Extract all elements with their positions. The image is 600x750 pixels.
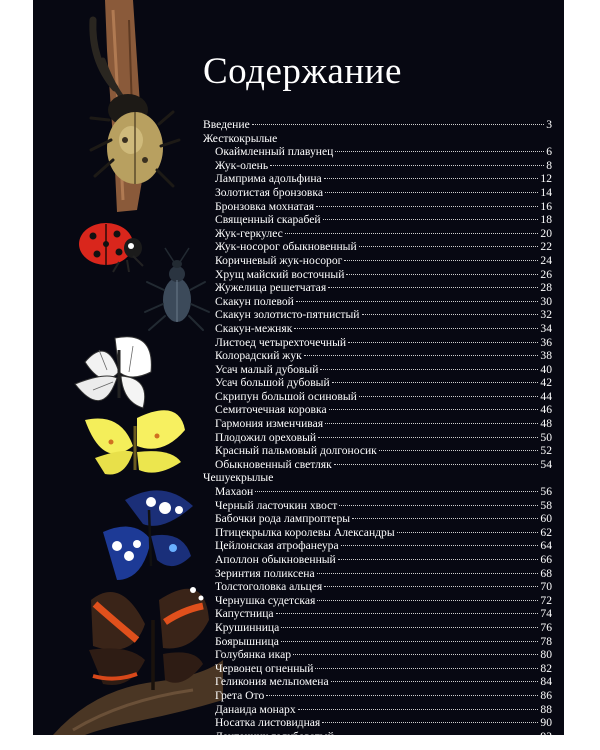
toc-entry[interactable] <box>203 390 552 404</box>
toc-page-number: 38 <box>540 349 552 363</box>
toc-leader-dots <box>317 573 539 574</box>
toc-leader-dots <box>332 382 539 383</box>
toc-entry[interactable] <box>203 417 552 431</box>
toc-page-number: 28 <box>540 281 552 295</box>
toc-page-number: 70 <box>540 580 552 594</box>
toc-entry[interactable] <box>203 539 552 553</box>
toc-page-number: 52 <box>540 444 552 458</box>
toc-entry-label: Бабочки рода лампроптеры <box>215 512 351 526</box>
toc-entry-label: Золотистая бронзовка <box>215 185 323 199</box>
toc-page-number: 6 <box>546 145 552 159</box>
toc-entry[interactable] <box>203 186 552 200</box>
toc-entry[interactable] <box>203 553 552 567</box>
toc-entry-label: Толстоголовка альцея <box>215 580 323 594</box>
toc-page-number: 44 <box>540 389 552 403</box>
toc-entry-label: Коричневый жук-носорог <box>215 253 343 267</box>
toc-page-number: 26 <box>540 267 552 281</box>
toc-leader-dots <box>298 709 539 710</box>
toc-entry[interactable] <box>203 227 552 241</box>
toc-entry-label: Птицекрылка королевы Александры <box>215 525 395 539</box>
toc-page-number: 12 <box>540 172 552 186</box>
toc-leader-dots <box>318 437 538 438</box>
toc-leader-dots <box>329 409 539 410</box>
toc-leader-dots <box>325 423 538 424</box>
toc-leader-dots <box>359 246 539 247</box>
toc-leader-dots <box>362 314 539 315</box>
toc-entry-label: Боярышница <box>215 634 279 648</box>
toc-entry-label: Введение <box>203 118 250 131</box>
toc-entry[interactable] <box>203 499 552 513</box>
toc-entry[interactable] <box>203 662 552 676</box>
toc-entry[interactable] <box>203 295 552 309</box>
toc-leader-dots <box>324 178 539 179</box>
toc-entry[interactable] <box>203 621 552 635</box>
toc-page-number: 58 <box>540 498 552 512</box>
toc-entry[interactable] <box>203 567 552 581</box>
toc-leader-dots <box>281 641 539 642</box>
toc-entry[interactable] <box>203 118 552 132</box>
toc-entry-label: Геликония мельпомена <box>215 675 329 689</box>
toc-entry[interactable] <box>203 716 552 730</box>
toc-leader-dots <box>341 545 539 546</box>
toc-leader-dots <box>316 206 538 207</box>
toc-entry-label: Червонец огненный <box>215 661 314 675</box>
toc-page-number: 24 <box>540 253 552 267</box>
toc-leader-dots <box>334 464 539 465</box>
toc-entry-label: Жесткокрылые <box>203 131 278 145</box>
toc-entry[interactable] <box>203 145 552 159</box>
toc-page-number: 68 <box>540 566 552 580</box>
toc-leader-dots <box>320 369 538 370</box>
toc-page-number: 54 <box>540 457 552 471</box>
toc-page-number: 14 <box>540 185 552 199</box>
toc-page-number: 90 <box>540 716 552 730</box>
yellow-butterfly-icon <box>85 410 185 474</box>
toc-leader-dots <box>359 396 539 397</box>
toc-leader-dots <box>317 600 538 601</box>
toc-entry-label: Жук-геркулес <box>215 226 283 240</box>
toc-section-heading <box>203 132 552 146</box>
toc-entry[interactable] <box>203 349 552 363</box>
toc-leader-dots <box>294 328 538 329</box>
blue-butterfly-icon <box>103 490 193 580</box>
toc-leader-dots <box>270 165 544 166</box>
toc-entry[interactable] <box>203 254 552 268</box>
toc-page-number: 22 <box>540 240 552 254</box>
toc-leader-dots <box>339 505 538 506</box>
toc-entry-label: Хрущ майский восточный <box>215 267 345 281</box>
toc-entry[interactable] <box>203 403 552 417</box>
toc-leader-dots <box>255 491 538 492</box>
toc-leader-dots <box>322 722 538 723</box>
toc-entry[interactable] <box>203 363 552 377</box>
toc-entry-label: Цейлонская атрофанеура <box>215 539 339 553</box>
toc-leader-dots <box>324 586 538 587</box>
toc-section-heading <box>203 471 552 485</box>
toc-entry-label: Грета Ото <box>215 688 265 702</box>
toc-entry-label: Окаймленный плавунец <box>215 145 334 159</box>
toc-page-number: 20 <box>540 226 552 240</box>
toc-entry-label: Жук-носорог обыкновенный <box>215 240 357 254</box>
page-title: Содержание <box>203 51 402 92</box>
toc-entry[interactable] <box>203 281 552 295</box>
toc-leader-dots <box>335 151 544 152</box>
toc-leader-dots <box>252 124 544 125</box>
table-of-contents <box>203 118 552 743</box>
toc-entry-label: Данаида монарх <box>215 702 296 716</box>
toc-leader-dots <box>397 532 539 533</box>
toc-leader-dots <box>346 274 538 275</box>
toc-page-number: 46 <box>540 403 552 417</box>
toc-entry[interactable] <box>203 322 552 336</box>
toc-entry[interactable] <box>203 607 552 621</box>
toc-page-number: 82 <box>540 661 552 675</box>
toc-entry-label: Носатка листовидная <box>215 716 321 730</box>
toc-page-number: 32 <box>540 308 552 322</box>
toc-entry-label: Красный пальмовый долгоносик <box>215 444 377 458</box>
toc-entry-label: Скакун полевой <box>215 294 294 308</box>
toc-entry-label: Жужелица решетчатая <box>215 281 327 295</box>
toc-entry[interactable] <box>203 526 552 540</box>
toc-page-number: 62 <box>540 525 552 539</box>
toc-leader-dots <box>379 450 539 451</box>
toc-entry[interactable] <box>203 200 552 214</box>
white-butterfly-icon <box>75 337 151 408</box>
toc-entry[interactable] <box>203 703 552 717</box>
toc-entry-label: Скакун золотисто-пятнистый <box>215 308 360 322</box>
toc-page-number: 60 <box>540 512 552 526</box>
toc-page-number: 74 <box>540 607 552 621</box>
toc-entry[interactable] <box>203 172 552 186</box>
toc-entry-label: Голубянка икар <box>215 648 292 662</box>
toc-leader-dots <box>281 627 538 628</box>
toc-leader-dots <box>323 219 539 220</box>
toc-leader-dots <box>296 301 539 302</box>
toc-entry-label: Зеринтия поликсена <box>215 566 315 580</box>
toc-entry[interactable] <box>203 648 552 662</box>
toc-page-number: 30 <box>540 294 552 308</box>
toc-entry[interactable] <box>203 458 552 472</box>
toc-entry[interactable] <box>203 675 552 689</box>
toc-entry-label: Скакун-межняк <box>215 321 293 335</box>
toc-leader-dots <box>315 668 538 669</box>
toc-entry-label: Крушинница <box>215 620 280 634</box>
toc-entry-label: Семиточечная коровка <box>215 403 327 417</box>
toc-entry-label: Священный скарабей <box>215 213 321 227</box>
toc-page-number: 88 <box>540 702 552 716</box>
toc-entry-label: Обыкновенный светляк <box>215 457 332 471</box>
toc-entry[interactable] <box>203 431 552 445</box>
toc-page-number: 40 <box>540 362 552 376</box>
toc-entry[interactable] <box>203 376 552 390</box>
toc-page-number: 78 <box>540 634 552 648</box>
toc-leader-dots <box>285 233 539 234</box>
toc-entry-label: Листоед четырехточечный <box>215 335 347 349</box>
toc-page-number: 80 <box>540 648 552 662</box>
toc-entry[interactable] <box>203 213 552 227</box>
toc-entry-label: Чернушка судетская <box>215 593 316 607</box>
toc-page-number: 16 <box>540 199 552 213</box>
contents-page <box>33 0 564 735</box>
toc-leader-dots <box>276 613 539 614</box>
toc-entry[interactable] <box>203 635 552 649</box>
toc-page-number: 8 <box>546 158 552 172</box>
toc-entry-label: Бронзовка мохнатая <box>215 199 315 213</box>
toc-entry-label: Плодожил ореховый <box>215 430 317 444</box>
toc-entry-label: Ламприма адольфина <box>215 172 322 186</box>
toc-entry-label: Скрипун большой осиновый <box>215 389 357 403</box>
toc-leader-dots <box>338 559 539 560</box>
toc-entry[interactable] <box>203 308 552 322</box>
toc-entry[interactable] <box>203 336 552 350</box>
toc-page-number: 84 <box>540 675 552 689</box>
toc-entry-label: Капустница <box>215 607 274 621</box>
red-admiral-butterfly-icon <box>89 587 209 690</box>
toc-entry-label: Усач малый дубовый <box>215 362 319 376</box>
toc-leader-dots <box>293 654 538 655</box>
toc-leader-dots <box>328 287 538 288</box>
toc-entry-label: Усач большой дубовый <box>215 376 330 390</box>
toc-leader-dots <box>325 192 538 193</box>
toc-entry-label: Гармония изменчивая <box>215 417 324 431</box>
toc-entry[interactable] <box>203 159 552 173</box>
toc-leader-dots <box>304 355 539 356</box>
toc-entry[interactable] <box>203 444 552 458</box>
toc-leader-dots <box>352 518 538 519</box>
toc-leader-dots <box>344 260 538 261</box>
toc-page-number: 72 <box>540 593 552 607</box>
insect-illustrations <box>33 0 223 735</box>
toc-entry-label: Махаон <box>215 485 254 499</box>
toc-page-number: 50 <box>540 430 552 444</box>
toc-page-number: 34 <box>540 321 552 335</box>
toc-page-number: 42 <box>540 376 552 390</box>
ladybug-icon <box>79 223 143 272</box>
toc-page-number: 56 <box>540 485 552 499</box>
toc-page-number: 66 <box>540 553 552 566</box>
toc-page-number: 3 <box>546 118 552 131</box>
toc-entry[interactable] <box>203 594 552 608</box>
toc-entry[interactable] <box>203 689 552 703</box>
toc-leader-dots <box>331 681 539 682</box>
toc-page-number: 76 <box>540 620 552 634</box>
toc-entry[interactable] <box>203 512 552 526</box>
toc-page-number: 64 <box>540 539 552 553</box>
toc-leader-dots <box>266 695 538 696</box>
toc-entry-label: Чешуекрылые <box>203 471 274 485</box>
toc-page-number: 48 <box>540 417 552 431</box>
toc-page-number: 36 <box>540 335 552 349</box>
ground-beetle-icon <box>145 248 209 330</box>
toc-entry[interactable] <box>203 268 552 282</box>
toc-entry-label: Аполлон обыкновенный <box>215 553 336 566</box>
toc-entry[interactable] <box>203 485 552 499</box>
toc-entry[interactable] <box>203 240 552 254</box>
toc-entry-label: Жук-олень <box>215 158 269 172</box>
toc-entry[interactable] <box>203 580 552 594</box>
page-margin <box>0 735 600 750</box>
toc-page-number: 86 <box>540 688 552 702</box>
toc-entry-label: Черный ласточкин хвост <box>215 498 338 512</box>
toc-leader-dots <box>348 342 538 343</box>
toc-entry-label: Колорадский жук <box>215 349 302 363</box>
toc-page-number: 18 <box>540 213 552 227</box>
